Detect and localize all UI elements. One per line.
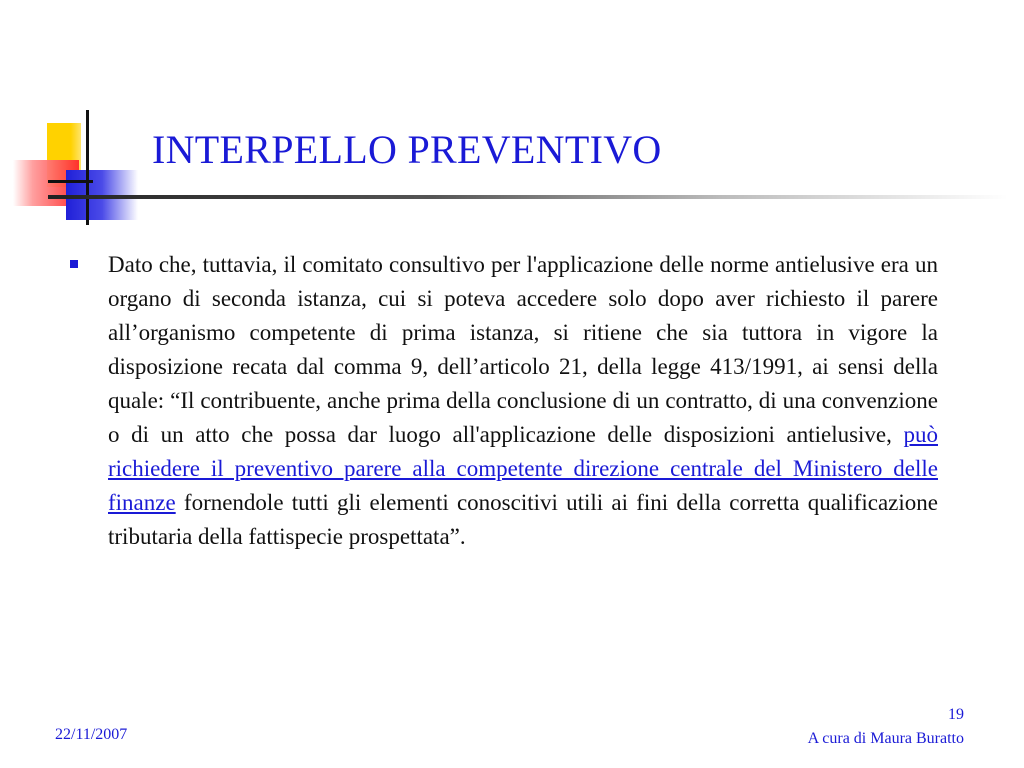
logo-horizontal-line — [48, 180, 93, 183]
bullet-text-before-link: Dato che, tuttavia, il comitato consultivo per l'applicazione delle norme antielusive era un organo di seconda istanza, cui si poteva accedere solo dopo aver richiesto il parere all’organismo competente di prima istanza, si ritiene che sia tuttora in vigore la disposizione recata dal comma 9, dell’articolo 21, della legge 413/1991, ai sensi della quale: “Il contribuente, anche prima della conclusione di un contratto, di una convenzione o di un atto che possa dar luogo all'applicazione delle disposizioni antielusive, — [108, 252, 938, 447]
title-underline-rule — [48, 195, 1008, 199]
slide-body — [108, 248, 938, 554]
bullet-paragraph — [108, 248, 938, 554]
ministry-link[interactable]: può richiedere il preventivo parere alla competente direzione centrale del Ministero delle finanze — [108, 422, 938, 515]
footer-page-number: 19 — [948, 706, 964, 723]
decorative-logo — [0, 0, 160, 240]
slide-title: INTERPELLO PREVENTIVO — [152, 127, 662, 172]
footer-date: 22/11/2007 — [55, 726, 128, 743]
bullet-text-after-link: fornendole tutti gli elementi conoscitivi utili ai fini della corretta qualificazione tributaria della fattispecie prospettata”. — [108, 490, 938, 549]
bullet-square-icon — [70, 260, 78, 268]
logo-vertical-line — [86, 110, 89, 225]
footer-author: A cura di Maura Buratto — [807, 730, 964, 747]
